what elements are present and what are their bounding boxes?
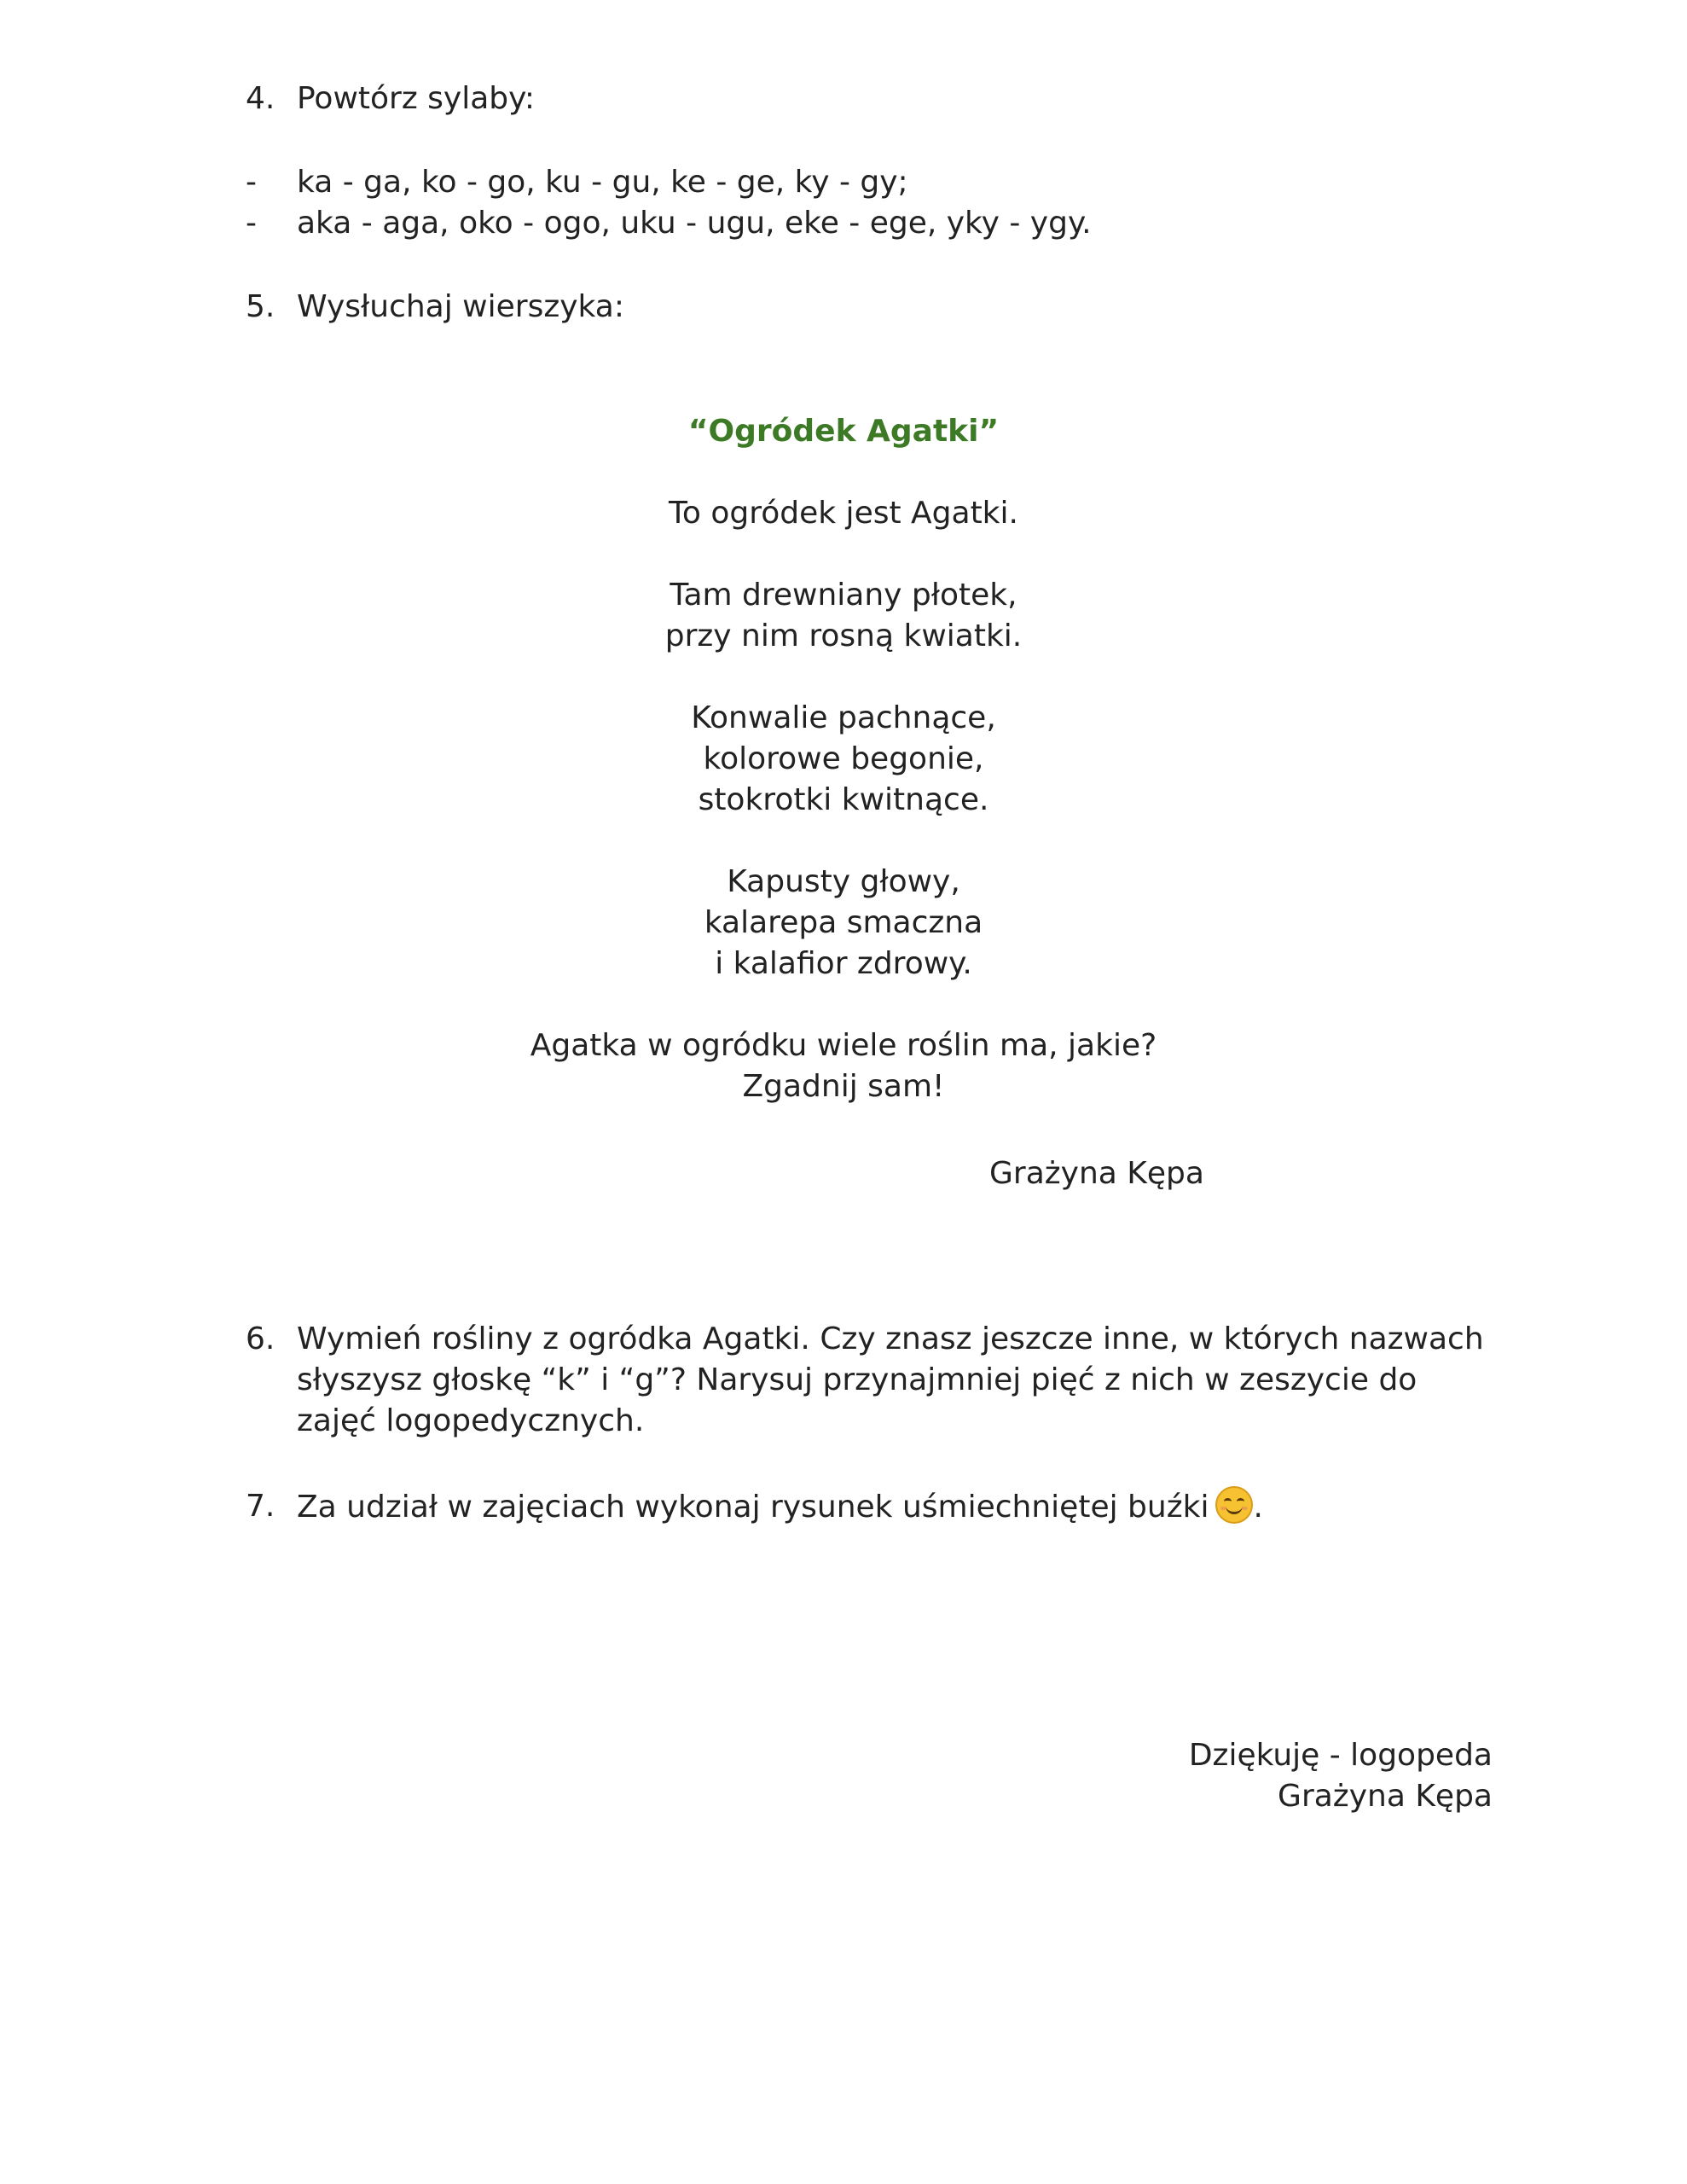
- poem-line: To ogródek jest Agatki.: [669, 496, 1018, 531]
- poem-title: “Ogródek Agatki”: [687, 414, 1000, 449]
- exercise-number: 6.: [246, 1321, 275, 1356]
- signature-line-2: Grażyna Kępa: [1278, 1779, 1493, 1814]
- syllable-text: aka - aga, oko - ogo, uku - ugu, eke - ege, yky - ygy.: [297, 206, 1092, 241]
- dash-marker: -: [246, 206, 257, 241]
- smiling-face-icon: [1215, 1486, 1253, 1524]
- poem-line: Kapusty głowy,: [727, 864, 960, 899]
- sentence-end: .: [1253, 1490, 1263, 1525]
- poem-line: kalarepa smaczna: [704, 905, 983, 940]
- poem-line: Agatka w ogródku wiele roślin ma, jakie?: [530, 1028, 1157, 1063]
- poem-author: Grażyna Kępa: [989, 1156, 1204, 1191]
- poem-line: Konwalie pachnące,: [691, 700, 996, 735]
- exercise-number: 4.: [246, 81, 275, 116]
- exercise-text-wrap: [297, 1486, 1491, 1528]
- poem-line: Tam drewniany płotek,: [670, 578, 1017, 613]
- exercise-number: 7.: [246, 1489, 275, 1524]
- signature-line-1: Dziękuję - logopeda: [1188, 1738, 1493, 1773]
- exercise-text: Wysłuchaj wierszyka:: [297, 289, 624, 324]
- exercise-text: Za udział w zajęciach wykonaj rysunek uśmiechniętej buźki: [297, 1490, 1209, 1525]
- exercise-text: Powtórz sylaby:: [297, 81, 535, 116]
- dash-marker: -: [246, 165, 257, 200]
- signature: [1189, 1735, 1493, 1817]
- poem: [0, 411, 1687, 1107]
- poem-line: i kalafior zdrowy.: [715, 946, 972, 981]
- poem-line: kolorowe begonie,: [703, 741, 984, 776]
- poem-line: stokrotki kwitnące.: [698, 782, 989, 817]
- poem-line: przy nim rosną kwiatki.: [664, 619, 1023, 653]
- exercise-number: 5.: [246, 289, 275, 324]
- exercise-text: Wymień rośliny z ogródka Agatki. Czy znasz jeszcze inne, w których nazwach słyszysz głoskę “k” i “g”? Narysuj przynajmniej pięć z nich w zeszycie do zajęć logopedycznych.: [297, 1321, 1484, 1438]
- poem-line: Zgadnij sam!: [742, 1069, 945, 1104]
- syllable-text: ka - ga, ko - go, ku - gu, ke - ge, ky - gy;: [297, 165, 908, 200]
